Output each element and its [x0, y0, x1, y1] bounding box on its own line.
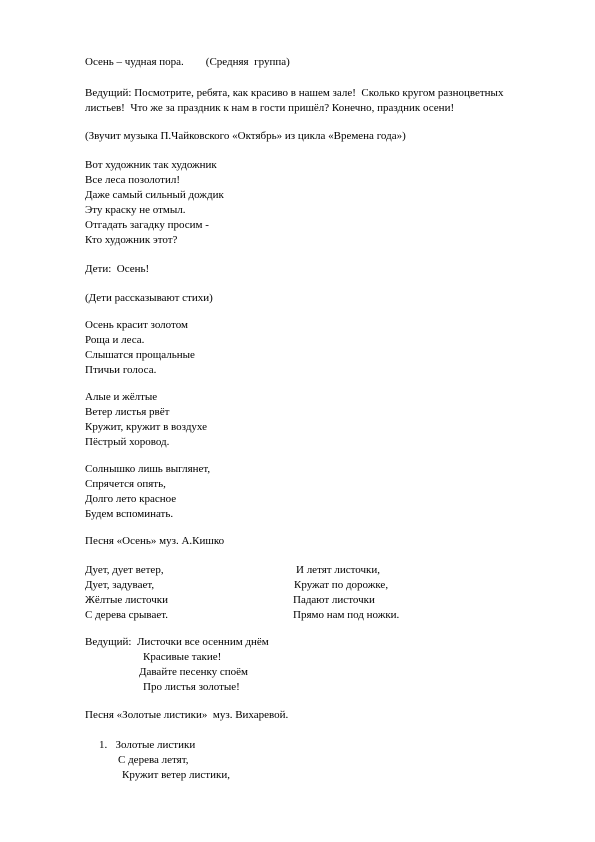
verse-line: Даже самый сильный дождик [85, 189, 224, 201]
title-group: (Средняя группа) [205, 56, 290, 68]
verse-line: Будем вспоминать. [85, 508, 174, 520]
intro-line: листьев! Что же за праздник к нам в гости пришёл? Конечно, праздник осени! [85, 102, 455, 114]
verse-line: Золотые листики [115, 739, 196, 751]
intro-paragraph [85, 86, 503, 116]
poem-3 [85, 462, 210, 522]
verse-line: Дует, задувает, [85, 579, 155, 591]
title-text: Осень – чудная пора. [85, 56, 184, 68]
verse-line: Вот художник так художник [85, 159, 217, 171]
verse-line: Пёстрый хоровод. [85, 436, 170, 448]
intro-line: Ведущий: Посмотрите, ребята, как красиво в нашем зале! Сколько кругом разноцветных [85, 87, 504, 99]
verse-line: Кто художник этот? [85, 234, 178, 246]
verse-line: Про листья золотые! [143, 681, 240, 693]
verse-line: Красивые такие! [143, 651, 222, 663]
poem-1 [85, 318, 195, 378]
verse-line: Падают листочки [293, 594, 375, 606]
verse-line: Долго лето красное [85, 493, 177, 505]
verse-line: С дерева летят, [118, 754, 189, 766]
list-number: 1. [99, 739, 108, 751]
song-2-title: Песня «Золотые листики» муз. Вихаревой. [85, 709, 289, 721]
verse-line: Отгадать загадку просим - [85, 219, 209, 231]
verse-line: Все леса позолотил! [85, 174, 180, 186]
document-title [85, 55, 290, 70]
riddle-verse [85, 158, 224, 248]
music-note: (Звучит музыка П.Чайковского «Октябрь» из цикла «Времена года») [85, 130, 406, 142]
verse-line: Алые и жёлтые [85, 391, 158, 403]
verse-line: Птичьи голоса. [85, 364, 157, 376]
verse-line: Осень красит золотом [85, 319, 188, 331]
poem-2 [85, 390, 207, 450]
verse-line: С дерева срывает. [85, 609, 168, 621]
host-2-verse [139, 650, 249, 695]
song-1-title: Песня «Осень» муз. А.Кишко [85, 535, 225, 547]
verse-line: Давайте песенку споём [139, 666, 249, 678]
song-1-right-column [293, 563, 399, 623]
verse-line: Кружат по дорожке, [294, 579, 389, 591]
song-1-left-column [85, 563, 168, 623]
verse-line: Кружит ветер листики, [122, 769, 230, 781]
verse-line: Эту краску не отмыл. [85, 204, 186, 216]
host-2-line: Ведущий: Листочки все осенним днём [85, 636, 269, 648]
verse-line: Слышатся прощальные [85, 349, 195, 361]
verse-line: Роща и леса. [85, 334, 145, 346]
verse-line: Солнышко лишь выглянет, [85, 463, 211, 475]
verse-line: Ветер листья рвёт [85, 406, 170, 418]
verse-line: Кружит, кружит в воздухе [85, 421, 208, 433]
song-2-list [99, 738, 230, 783]
verse-line: Прямо нам под ножки. [293, 609, 400, 621]
verse-line: Дует, дует ветер, [85, 564, 164, 576]
children-answer: Дети: Осень! [85, 263, 150, 275]
verse-line: Спрячется опять, [85, 478, 166, 490]
verse-line: Жёлтые листочки [85, 594, 168, 606]
verse-line: И летят листочки, [296, 564, 380, 576]
children-poems-note: (Дети рассказывают стихи) [85, 292, 213, 304]
